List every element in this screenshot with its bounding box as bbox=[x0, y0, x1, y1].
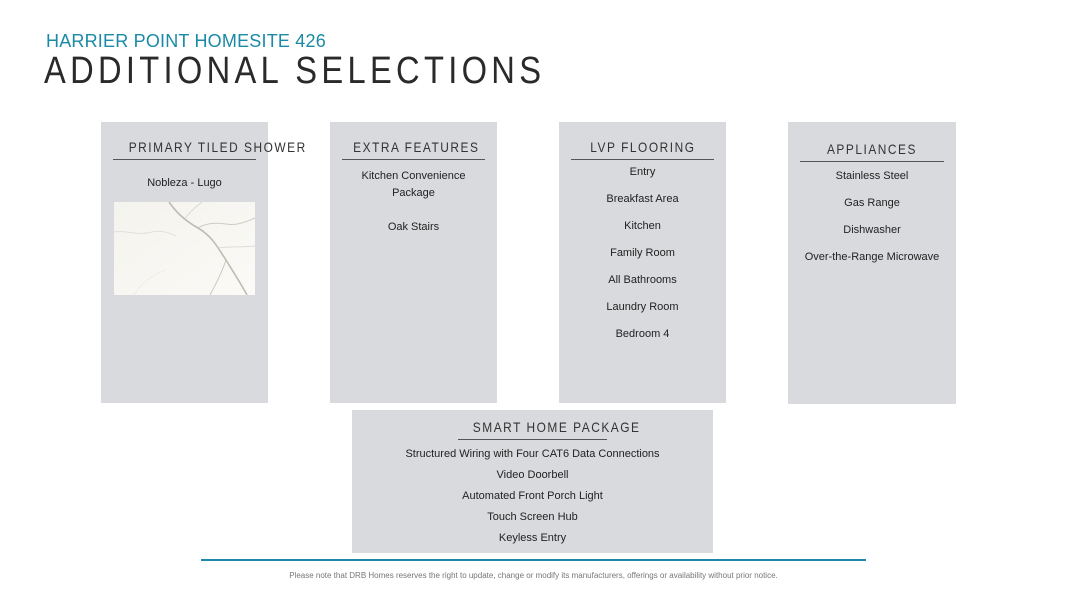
list-item: Gas Range bbox=[844, 197, 900, 209]
list-item: Entry bbox=[629, 166, 656, 178]
list-item: Stainless Steel bbox=[835, 170, 909, 182]
card-heading: APPLIANCES bbox=[800, 141, 944, 162]
list-item: Video Doorbell bbox=[496, 469, 569, 481]
list-item: Touch Screen Hub bbox=[487, 511, 578, 523]
list-item: Oak Stairs bbox=[387, 221, 440, 233]
page-title: ADDITIONAL SELECTIONS bbox=[44, 50, 546, 92]
card-heading: EXTRA FEATURES bbox=[342, 139, 485, 160]
smart-home-package-card bbox=[352, 410, 713, 553]
list-item: Automated Front Porch Light bbox=[462, 490, 603, 502]
list-item: Keyless Entry bbox=[498, 532, 567, 544]
list-item: Kitchen bbox=[624, 220, 661, 232]
card-heading: SMART HOME PACKAGE bbox=[458, 419, 607, 440]
card-heading: PRIMARY TILED SHOWER bbox=[113, 139, 256, 160]
primary-tiled-shower-card bbox=[101, 122, 307, 403]
list-item: Structured Wiring with Four CAT6 Data Connections bbox=[405, 448, 660, 460]
list-item: Kitchen Convenience bbox=[361, 170, 466, 182]
appliances-card bbox=[788, 122, 956, 404]
extra-features-card bbox=[330, 122, 497, 403]
list-item: Family Room bbox=[610, 247, 675, 259]
list-item: Dishwasher bbox=[843, 224, 901, 236]
list-item: Nobleza - Lugo bbox=[147, 177, 222, 189]
homesite-subtitle: HARRIER POINT HOMESITE 426 bbox=[46, 31, 326, 51]
card-heading: LVP FLOORING bbox=[571, 139, 714, 160]
list-item: Breakfast Area bbox=[606, 193, 679, 205]
list-item: Laundry Room bbox=[606, 301, 679, 313]
disclaimer-note: Please note that DRB Homes reserves the right to update, change or modify its manufacturers, offerings or availability without prior notice. bbox=[289, 571, 778, 580]
lvp-flooring-card bbox=[559, 122, 726, 403]
footer-divider bbox=[201, 559, 866, 561]
list-item: Package bbox=[392, 187, 435, 199]
list-item: Over-the-Range Microwave bbox=[804, 251, 940, 263]
list-item: Bedroom 4 bbox=[615, 328, 670, 340]
marble-tile-swatch-icon bbox=[114, 202, 255, 295]
list-item: All Bathrooms bbox=[608, 274, 677, 286]
